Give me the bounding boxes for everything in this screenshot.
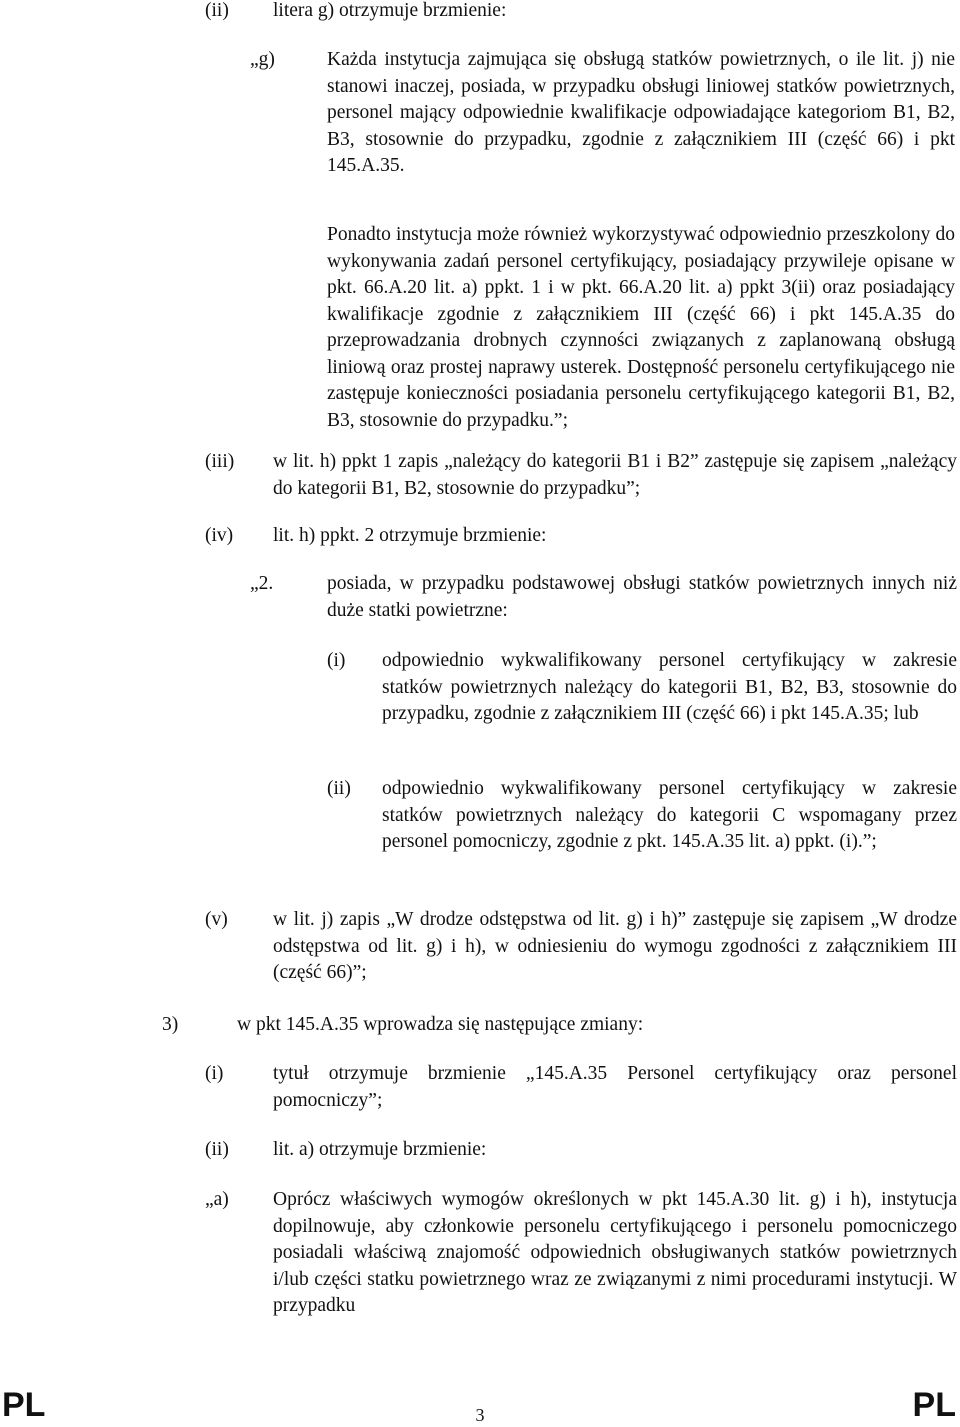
item-label: (ii) [205, 1139, 229, 1160]
item-label: (ii) [327, 778, 351, 799]
paragraph: litera g) otrzymuje brzmienie: [273, 0, 507, 21]
page-number: 3 [475, 1405, 485, 1425]
paragraph: w lit. j) zapis „W drodze odstępstwa od lit. g) i h)” zastępuje się zapisem „W drodze odstępstwa od lit. g) i h), w odniesieniu do wymogu zgodności z załącznikiem III (część 66)”; [273, 909, 957, 983]
paragraph: tytuł otrzymuje brzmienie „145.A.35 Personel certyfikujący oraz personel pomocniczy”; [273, 1063, 957, 1111]
item-label: 3) [162, 1014, 179, 1035]
item-label: (i) [205, 1063, 224, 1084]
paragraph: odpowiednio wykwalifikowany personel certyfikujący w zakresie statków powietrznych należący do kategorii B1, B2, B3, stosownie do przypadku, zgodnie z załącznikiem III (część 66) i pkt 145.A.35; lub [382, 650, 957, 724]
item-label: „g) [250, 49, 275, 70]
paragraph: w lit. h) ppkt 1 zapis „należący do kategorii B1 i B2” zastępuje się zapisem „należący do kategorii B1, B2, stosownie do przypadku”; [273, 451, 957, 499]
paragraph: posiada, w przypadku podstawowej obsługi statków powietrznych innych niż duże statki powietrzne: [327, 573, 957, 621]
paragraph: w pkt 145.A.35 wprowadza się następujące zmiany: [237, 1014, 644, 1035]
paragraph: lit. h) ppkt. 2 otrzymuje brzmienie: [273, 525, 547, 546]
item-label: „2. [250, 573, 274, 594]
item-label: (iii) [205, 451, 235, 472]
item-label: (iv) [205, 525, 234, 546]
language-code-right: PL [912, 1386, 956, 1424]
paragraph: Każda instytucja zajmująca się obsługą statków powietrznych, o ile lit. j) nie stanowi inaczej, posiada, w przypadku obsługi liniowej statków powietrznych, personel mający odpowiednie kwalifikacje odpowiadające kategoriom B1, B2, B3, stosownie do przypadku, zgodnie z załącznikiem III (część 66) i pkt 145.A.35. [327, 49, 955, 176]
paragraph: Oprócz właściwych wymogów określonych w pkt 145.A.30 lit. g) i h), instytucja dopilnowuje, aby członkowie personelu certyfikującego i personelu pomocniczego posiadali właściwą znajomość odpowiednich obsługiwanych statków powietrznych i/lub części statku powietrznego wraz ze związanymi z nimi procedurami instytucji. W przypadku [273, 1189, 957, 1316]
paragraph: lit. a) otrzymuje brzmienie: [273, 1139, 487, 1160]
item-label: (i) [327, 650, 346, 671]
item-label: (ii) [205, 0, 229, 21]
item-label: (v) [205, 909, 228, 930]
paragraph: Ponadto instytucja może również wykorzystywać odpowiednio przeszkolony do wykonywania zadań personel certyfikujący, posiadający przywileje opisane w pkt. 66.A.20 lit. a) ppkt. 1 i w pkt. 66.A.20 lit. a) ppkt 3(ii) oraz posiadający kwalifikacje zgodnie z załącznikiem III (część 66) i pkt 145.A.35 do przeprowadzania drobnych czynności związanych z zaplanowaną obsługą liniową oraz prostej naprawy usterek. Dostępność personelu certyfikującego nie zastępuje konieczności posiadania personelu certyfikującego kategorii B1, B2, B3, stosownie do przypadku.”; [327, 224, 955, 431]
item-label: „a) [205, 1189, 229, 1210]
paragraph: odpowiednio wykwalifikowany personel certyfikujący w zakresie statków powietrznych należący do kategorii C wspomagany przez personel pomocniczy, zgodnie z pkt. 145.A.35 lit. a) ppkt. (i).”; [382, 778, 957, 852]
language-code-left: PL [2, 1386, 46, 1424]
